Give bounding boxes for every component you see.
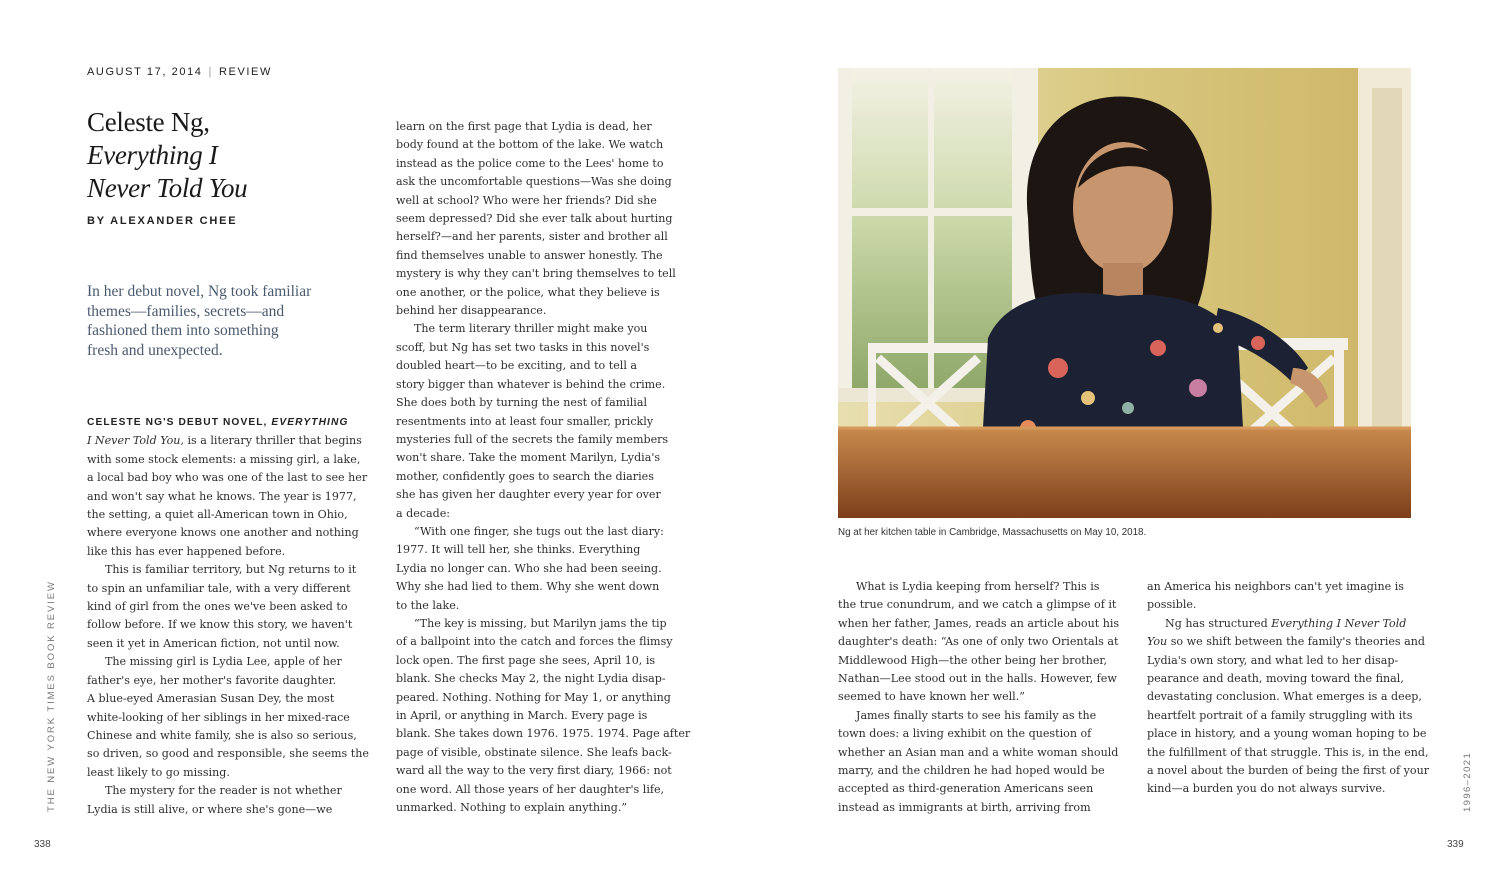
body-line: so driven, so good and responsible, she seems the <box>87 747 369 761</box>
date: AUGUST 17, 2014 <box>87 66 203 78</box>
body-line: when her father, James, reads an article about his <box>838 616 1120 630</box>
body-line: like this has ever happened before. <box>87 544 286 558</box>
body-line: whether an Asian man and a white woman should <box>838 745 1119 759</box>
body-line: herself?—and her parents, sister and brother all <box>396 230 668 244</box>
body-line: in April, or anything in March. Every page is <box>396 709 648 722</box>
publication-side-label: THE NEW YORK TIMES BOOK REVIEW <box>46 580 57 812</box>
body-line: body found at the bottom of the lake. We watch <box>396 138 664 152</box>
body-line: a novel about the burden of being the first of your <box>1147 764 1430 778</box>
book-title-italic: Everything I Never Told <box>1271 616 1407 630</box>
body-column-4 <box>1147 578 1429 799</box>
body-line: an America his neighbors can't yet imagine is <box>1147 580 1404 593</box>
body-line: with some stock elements: a missing girl, a lake, <box>87 452 361 466</box>
dateline-separator: | <box>208 66 213 78</box>
body-column-1 <box>87 413 369 819</box>
page-number-right: 339 <box>1447 839 1464 850</box>
body-text: is a literary thriller that begins <box>183 434 362 448</box>
body-line: “With one finger, she tugs out the last diary: <box>414 524 664 538</box>
body-line: a local bad boy who was one of the last to see her <box>87 471 368 485</box>
book-title-italic: You <box>1147 635 1168 649</box>
body-line: blank. She checks May 2, the night Lydia disap- <box>396 672 666 686</box>
body-line: and won't say what he knows. The year is 1977, <box>87 489 357 503</box>
body-line: Lydia is still alive, or where she's gone—we <box>87 802 333 816</box>
body-line: lock open. The first page she sees, April 10, is <box>396 653 656 667</box>
body-line: instead as immigrants at birth, arriving from <box>838 800 1091 814</box>
body-line <box>1147 633 1429 651</box>
body-line: possible. <box>1147 598 1197 612</box>
body-column-3 <box>838 578 1119 817</box>
body-line: Lydia no longer can. Who she had been seeing. <box>396 561 662 575</box>
body-line: devastating conclusion. What emerges is a deep, <box>1147 690 1422 704</box>
body-line: The term literary thriller might make you <box>414 322 648 336</box>
body-line: kind of girl from the ones we've been asked to <box>87 600 348 614</box>
body-line: where everyone knows one another and nothing <box>87 526 359 540</box>
body-line: white-looking of her siblings in her mixed-race <box>87 710 350 724</box>
body-line: This is familiar territory, but Ng returns to it <box>105 563 357 577</box>
body-line: follow before. If we know this story, we haven't <box>87 618 353 632</box>
body-text: Ng has structured <box>1165 616 1272 630</box>
body-line: town does: a living exhibit on the question of <box>838 727 1092 741</box>
body-line: mysteries full of the secrets the family members <box>396 432 669 446</box>
body-line: won't share. Take the moment Marilyn, Lydia's <box>396 451 661 465</box>
body-line: seem depressed? Did she ever talk about hurting <box>396 212 673 226</box>
body-text: so we shift between the family's theories and <box>1167 635 1426 649</box>
deck-line: fashioned them into something <box>87 322 279 340</box>
body-line: She does both by turning the nest of familial <box>396 396 648 410</box>
body-line: accepted as third-generation Americans seen <box>838 782 1094 796</box>
body-line: mystery is why they can't bring themselves to tell <box>396 267 676 281</box>
body-line: to spin an unfamiliar tale, with a very different <box>87 581 351 595</box>
page-number-left: 338 <box>34 839 51 850</box>
body-line: story bigger than whatever is behind the crime. <box>396 377 666 391</box>
body-line <box>87 413 369 432</box>
body-line: marry, and the children he had hoped would be <box>838 764 1105 778</box>
title-line-2: Everything I <box>87 140 218 170</box>
body-line: resentments into at least four smaller, prickly <box>396 414 654 428</box>
body-line: one another, or the police, what they believe is <box>396 285 660 299</box>
body-line: kind—a burden you do not always survive. <box>1147 782 1386 796</box>
body-line: ask the uncomfortable questions—Was she doing <box>396 175 672 189</box>
title-line-3: Never Told You <box>87 173 248 203</box>
body-line: instead as the police come to the Lees' home to <box>396 156 664 170</box>
body-line: father's eye, her mother's favorite daughter. <box>87 673 337 687</box>
body-line: doubled heart—to be exciting, and to tell a <box>396 359 638 373</box>
lead-in-caps: CELESTE NG'S DEBUT NOVEL, <box>87 417 272 428</box>
section-label: REVIEW <box>218 66 272 78</box>
body-line: The mystery for the reader is not whether <box>105 784 342 798</box>
body-line: a decade: <box>396 506 451 520</box>
body-line: The missing girl is Lydia Lee, apple of her <box>105 655 342 669</box>
body-line: heartfelt portrait of a family struggling with its <box>1147 708 1413 722</box>
body-line: place in history, and a young woman hoping to be <box>1147 727 1427 741</box>
body-line: A blue-eyed Amerasian Susan Dey, the most <box>87 692 335 706</box>
body-line: blank. She takes down 1976. 1975. 1974. Page after <box>396 727 691 741</box>
body-line: scoff, but Ng has set two tasks in this novel's <box>396 340 650 354</box>
body-line: Why she had lied to them. Why she went down <box>396 580 660 594</box>
body-line: unmarked. Nothing to explain anything.” <box>396 801 628 815</box>
body-line <box>1147 615 1429 633</box>
author-photo-illustration <box>838 68 1411 518</box>
dateline <box>87 66 272 78</box>
body-line: ward all the way to the very first diary, 1966: not <box>396 764 672 778</box>
body-line: the true conundrum, and we catch a glimpse of it <box>838 598 1117 612</box>
author-photo <box>838 68 1411 518</box>
deck-line: In her debut novel, Ng took familiar <box>87 283 312 300</box>
body-column-2 <box>396 118 690 817</box>
body-line: least likely to go missing. <box>87 765 230 779</box>
body-line: learn on the first page that Lydia is dead, her <box>396 120 652 133</box>
deck-line: themes—families, secrets—and <box>87 302 285 320</box>
body-line: “The key is missing, but Marilyn jams the tip <box>414 616 667 630</box>
title-line-1: Celeste Ng, <box>87 107 210 137</box>
body-line: mother, confidently goes to search the diaries <box>396 469 654 483</box>
body-line: seen it yet in American fiction, not until now. <box>87 636 340 650</box>
body-line: 1977. It will tell her, she thinks. Everything <box>396 543 641 557</box>
years-side-label: 1996–2021 <box>1462 751 1473 812</box>
body-line: Nathan—Lee stood out in the halls. However, few <box>838 672 1117 686</box>
body-line: seemed to have known her well.” <box>838 690 1025 704</box>
lead-in-caps-italic: EVERYTHING <box>271 417 349 428</box>
body-line: pearance and death, moving toward the final, <box>1147 672 1404 686</box>
byline: BY ALEXANDER CHEE <box>87 215 238 227</box>
body-line: James finally starts to see his family as the <box>856 708 1097 722</box>
body-line: Lydia's own story, and what led to her disap- <box>1147 653 1399 667</box>
article-title <box>87 106 327 205</box>
body-line: Middlewood High—the other being her brother, <box>838 653 1108 667</box>
body-line: behind her disappearance. <box>396 304 547 318</box>
body-line: find themselves unable to answer honestly. The <box>396 248 663 262</box>
photo-caption: Ng at her kitchen table in Cambridge, Massachusetts on May 10, 2018. <box>838 527 1147 538</box>
body-line <box>87 432 369 450</box>
body-line: page of visible, obstinate silence. She leafs back- <box>396 745 672 759</box>
deck <box>87 282 327 360</box>
body-line: one word. All those years of her daughter's life, <box>396 782 665 796</box>
deck-line: fresh and unexpected. <box>87 341 223 359</box>
body-line: well at school? Who were her friends? Did she <box>396 193 657 207</box>
body-line: Chinese and white family, she is also so serious, <box>87 728 357 742</box>
body-line: peared. Nothing. Nothing for May 1, or anything <box>396 690 671 704</box>
body-line: What is Lydia keeping from herself? This is <box>856 580 1100 593</box>
body-line: daughter's death: “As one of only two Orientals at <box>838 635 1119 649</box>
body-line: the fulfillment of that struggle. This is, in the end, <box>1147 745 1429 759</box>
body-line: to the lake. <box>396 598 460 612</box>
body-line: of a ballpoint into the catch and forces the flimsy <box>396 635 673 649</box>
body-line: the setting, a quiet all-American town in Ohio, <box>87 508 348 522</box>
body-line: she has given her daughter every year for over <box>396 488 661 502</box>
book-title-italic: I Never Told You, <box>87 434 184 448</box>
